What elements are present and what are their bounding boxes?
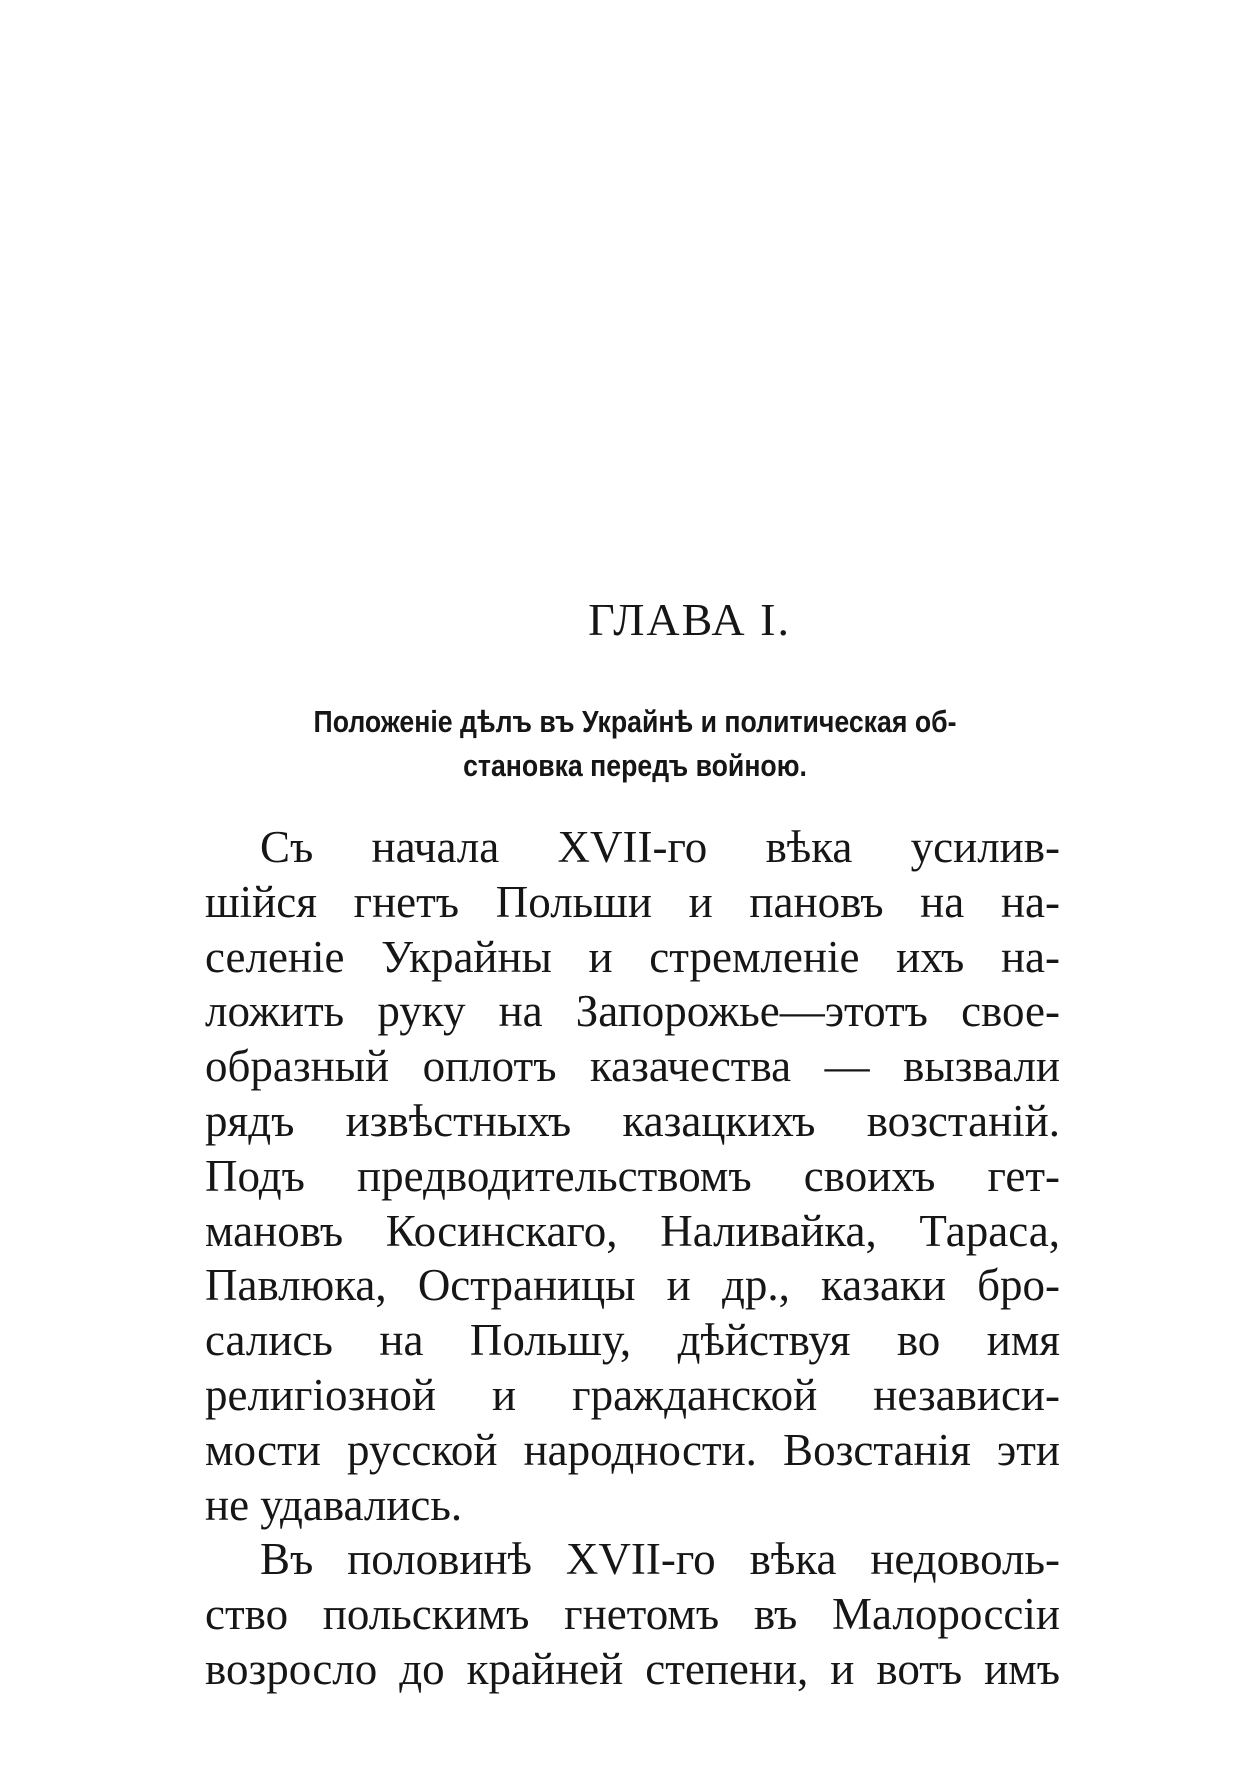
text-line: ство польскимъ гнетомъ въ Малороссіи [205,1589,1060,1640]
chapter-subtitle-line: Положеніе дѣлъ въ Украйнѣ и политическая об- [313,704,957,739]
text-line: мости русской народности. Возстанія эти [205,1424,1060,1475]
text-line: религіозной и гражданской независи- [205,1369,1060,1420]
paragraph [205,1532,1060,1696]
chapter-subtitle-line: становка передъ войною. [463,748,807,783]
text-line: ложить руку на Запорожье—этотъ свое- [205,986,1060,1037]
text-line: Въ половинѣ XVII-го вѣка недоволь- [260,1534,1060,1585]
text-line: рядъ извѣстныхъ казацкихъ возстаній. [205,1095,1060,1146]
chapter-subtitle [265,700,1005,788]
text-line: мановъ Косинскаго, Наливайка, Тараса, [205,1205,1060,1256]
paragraph [205,820,1060,1532]
text-line: селеніе Украйны и стремленіе ихъ на- [205,931,1060,982]
chapter-heading: ГЛАВА I. [588,594,791,645]
text-line: сались на Польшу, дѣйствуя во имя [205,1315,1060,1366]
text-line: Подъ предводительствомъ своихъ гет- [205,1150,1060,1201]
text-line: не удавались. [205,1479,463,1530]
text-line: шійся гнетъ Польши и пановъ на на- [205,876,1060,927]
body-text [205,820,1060,1697]
text-line: образный оплотъ казачества — вызвали [205,1041,1060,1092]
text-line: Павлюка, Остраницы и др., казаки бро- [205,1260,1060,1311]
text-line: возросло до крайней степени, и вотъ имъ [205,1643,1060,1694]
text-line: Съ начала XVII-го вѣка усилив- [260,822,1060,872]
